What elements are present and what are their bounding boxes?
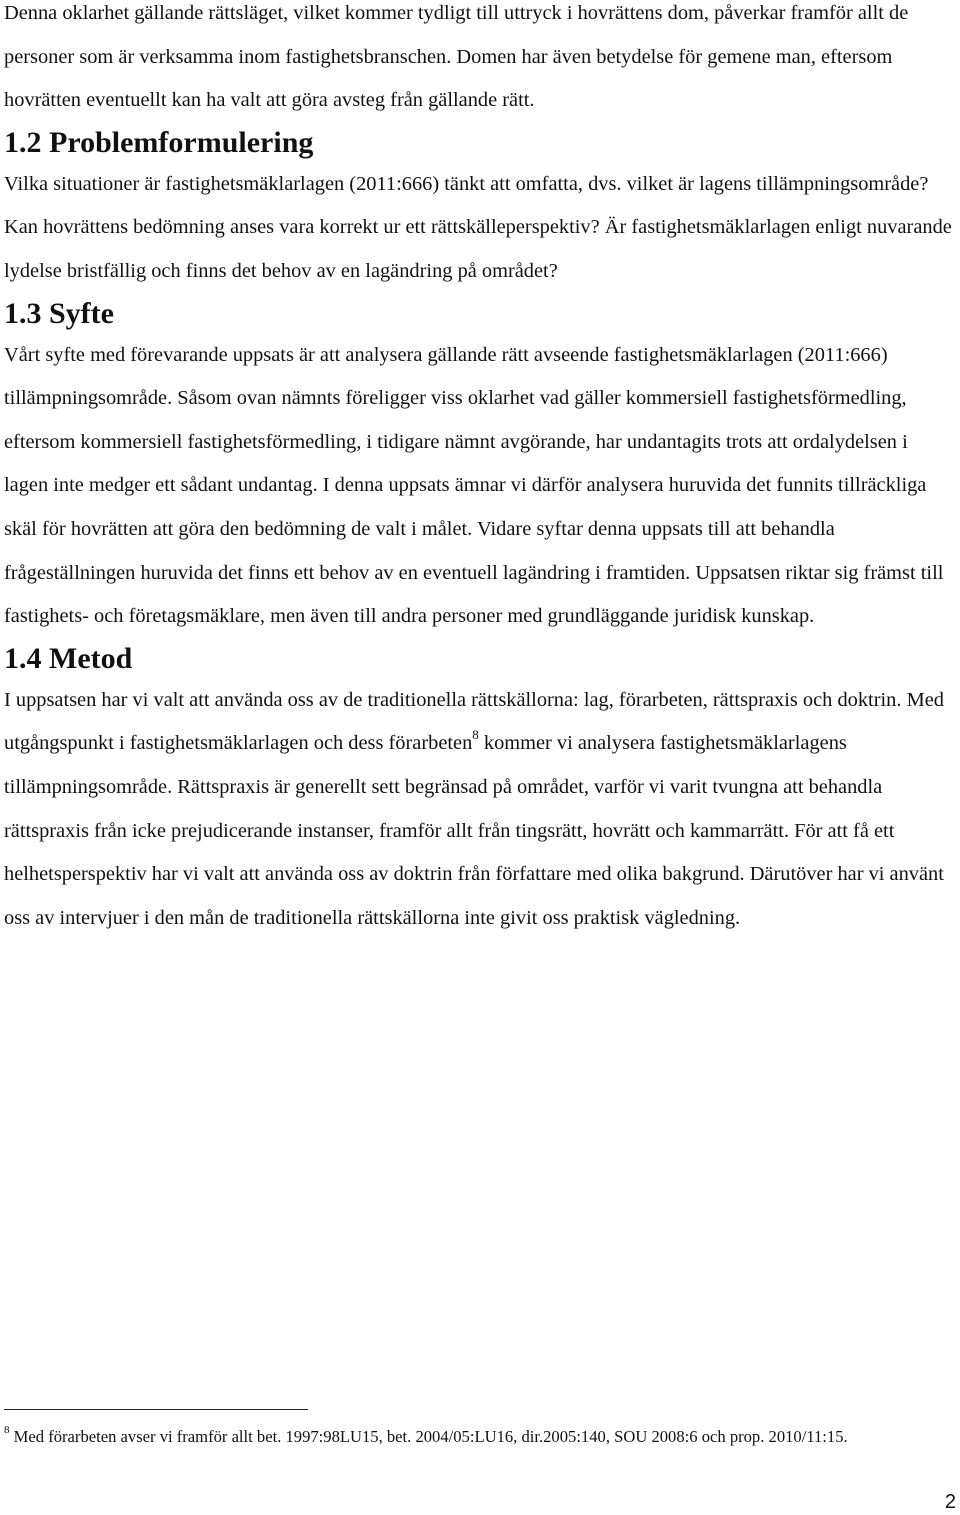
section-heading-syfte: 1.3 Syfte [4, 296, 114, 330]
metod-paragraph [4, 679, 956, 941]
problemformulering-paragraph: Vilka situationer är fastighetsmäklarlagen (2011:666) tänkt att omfatta, dvs. vilket är lagens tillämpningsområde? Kan hovrättens bedömning anses vara korrekt ur ett rättskälleperspektiv? Är fastighetsmäklarlagen enligt nuvarande lydelse bristfällig och finns det behov av en lagändring på området? [4, 172, 952, 282]
footnote-separator [4, 1409, 308, 1410]
metod-paragraph-part1: I uppsatsen har vi valt att använda oss av de traditionella rättskällorna: lag, förarbeten, rättspraxis och doktrin. Med utgångspunkt i fastighetsmäklarlagen och dess förarbeten [4, 688, 944, 755]
footnote-number: 8 [4, 1424, 10, 1437]
page-number: 2 [944, 1491, 956, 1513]
section-heading-problemformulering: 1.2 Problemformulering [4, 125, 314, 159]
footnote-text: Med förarbeten avser vi framför allt bet. 1997:98LU15, bet. 2004/05:LU16, dir.2005:140, SOU 2008:6 och prop. 2010/11:15. [9, 1427, 848, 1446]
document-page [4, 0, 956, 1515]
syfte-paragraph: Vårt syfte med förevarande uppsats är att analysera gällande rätt avseende fastighetsmäklarlagen (2011:666) tillämpningsområde. Såsom ovan nämnts föreligger viss oklarhet vad gäller kommersiell fastighetsförmedling, eftersom kommersiell fastighetsförmedling, i tidigare nämnt avgörande, har undantagits trots att ordalydelsen i lagen inte medger ett sådant undantag. I denna uppsats ämnar vi därför analysera huruvida det funnits tillräckliga skäl för hovrätten att göra den bedömning de valt i målet. Vidare syftar denna uppsats till att behandla frågeställningen huruvida det finns ett behov av en eventuell lagändring i framtiden. Uppsatsen riktar sig främst till fastighets- och företagsmäklare, men även till andra personer med grundläggande juridisk kunskap. [4, 343, 944, 628]
metod-paragraph-part2: kommer vi analysera fastighetsmäklarlagens tillämpningsområde. Rättspraxis är generellt sett begränsad på området, varför vi varit tvungna att behandla rättspraxis från icke prejudicerande instanser, framför allt från tingsrätt, hovrätt och kammarrätt. För att få ett helhetsperspektiv har vi valt att använda oss av doktrin från författare med olika bakgrund. Därutöver har vi använt oss av intervjuer i den mån de traditionella rättskällorna inte givit oss praktisk vägledning. [4, 732, 944, 929]
footnote [4, 1424, 944, 1449]
section-heading-metod: 1.4 Metod [4, 641, 133, 675]
footnote-reference[interactable]: 8 [472, 726, 479, 742]
intro-paragraph: Denna oklarhet gällande rättsläget, vilket kommer tydligt till uttryck i hovrättens dom, påverkar framför allt de personer som är verksamma inom fastighetsbranschen. Domen har även betydelse för gemene man, eftersom hovrätten eventuellt kan ha valt att göra avsteg från gällande rätt. [4, 2, 909, 112]
